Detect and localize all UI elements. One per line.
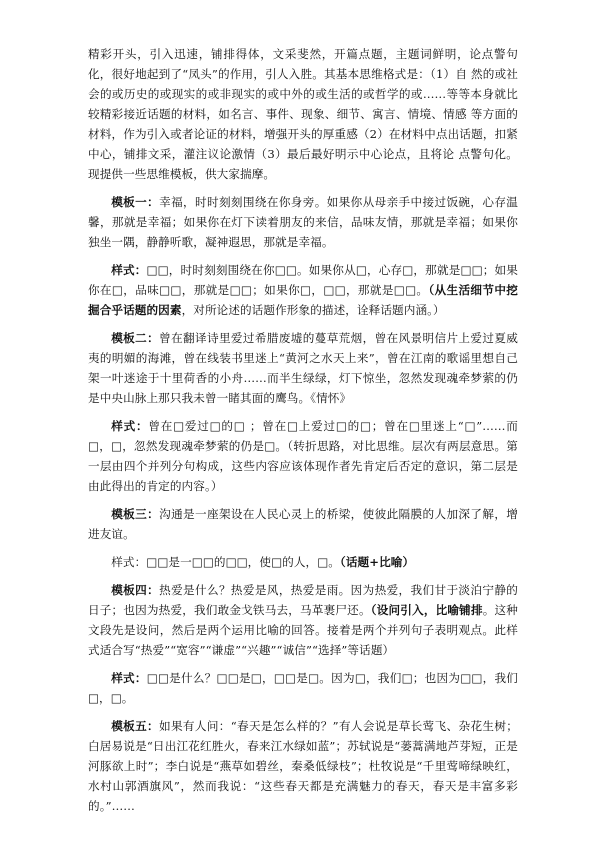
template-five-paragraph	[88, 716, 518, 816]
style-one-tail: ，对所论述的话题作形象的描述，诠释话题内涵。）	[181, 303, 445, 317]
template-three-text: 沟通是一座架设在人民心灵上的桥梁，使彼此隔膜的人加深了解，增进友谊。	[88, 507, 518, 541]
style-one-paragraph	[88, 260, 518, 320]
style-three-label: 样式：	[111, 555, 147, 569]
style-four-label: 样式：	[111, 671, 147, 685]
style-two-paragraph	[88, 416, 518, 496]
template-one-text: 幸福，时时刻刻围绕在你身旁。如果你从母亲手中接过饭碗，心存温馨，那就是幸福；如果你在灯下读着朋友的来信，品味友情，那就是幸福；如果你独坐一隅，静静听歌，凝神遐思，那就是幸福。	[88, 195, 518, 249]
template-four-tail: 。这种文段先是设问，然后是两个运用比喻的回答。接着是两个并列句子表明观点。此样式适合写“热爱”“宽容”“谦虚”“兴趣”“诚信”“选择”等话题）	[88, 603, 519, 657]
template-four-text: 热爱是什么？热爱是风，热爱是雨。因为热爱，我们甘于淡泊宁静的日子；也因为热爱，我们敢金戈铁马去，马革裹尸还。	[88, 583, 518, 617]
style-two-text: 曾在□爱过□的□ ；曾在□上爱过□的□；曾在□里迷上“□”……而□，□，忽然发现魂牵梦萦的仍是□。（转折思路，对比思维。层次有两层意思。第一层由四个并列分句构成，这些内容应该体现作者先肯定后否定的意识，第二层是由此得出的肯定的内容。）	[88, 419, 518, 493]
template-two-label: 模板二：	[111, 331, 160, 345]
document-page	[88, 44, 518, 816]
template-four-paragraph	[88, 580, 518, 660]
template-three-paragraph	[88, 504, 518, 544]
style-three-text: □□是一□□的□□，使□的人，□。	[146, 555, 340, 569]
template-two-paragraph	[88, 328, 518, 408]
template-five-label: 模板五：	[111, 719, 160, 733]
template-four-label: 模板四：	[111, 583, 160, 597]
intro-paragraph: 精彩开头，引入迅速，铺排得体，文采斐然，开篇点题，主题词鲜明，论点警句化，很好地起到了“凤头”的作用，引人入胜。其基本思维格式是：（1）自 然的或社会的或历史的或现实的或非现实的或中外的或生活的或哲学的或……等等本身就比较精彩接近话题的材料，如名言、事件、现象、细节、寓言、情境、情感 等方面的材料，作为引入或者论证的材料，增强开头的厚重感（2）在材料中点出话题，扣紧中心，铺排文采，灌注议论激情（3）最后最好明示中心论点，且将论 点警句化。现提供一些思维模板，供大家揣摩。	[88, 47, 518, 181]
template-three-label: 模板三：	[111, 507, 160, 521]
style-one-label: 样式：	[111, 263, 147, 277]
style-two-label: 样式：	[111, 419, 149, 433]
style-three-note: （话题+比喻）	[339, 555, 415, 569]
template-five-text: 如果有人问：“春天是怎么样的？”有人会说是草长莺飞、杂花生树；白居易说是“日出江花红胜火，春来江水绿如蓝”；苏轼说是“蒌蒿满地芦芽短，正是河豚欲上时”；李白说是“燕草如碧丝，秦桑低绿枝”；杜牧说是“千里莺啼绿映红，水村山郭酒旗风”，然而我说：“这些春天都是充满魅力的春天，春天是丰富多彩的。”……	[88, 719, 518, 813]
template-four-note: （设问引入，比喻铺排	[370, 603, 483, 617]
style-three-paragraph	[88, 552, 518, 572]
template-two-text: 曾在翻译诗里爱过希腊废墟的蔓草荒烟，曾在风景明信片上爱过夏威夷的明媚的海滩，曾在线装书里迷上“黄河之水天上来”，曾在江南的歌谣里想自己架一叶迷途于十里荷香的小舟……而半生绿绿，灯下惊坐，忽然发现魂牵梦萦的仍是中央山脉上那只我未曾一睹其面的鹰鸟。《情怀》	[88, 331, 518, 405]
template-one-paragraph	[88, 192, 518, 252]
style-one-text: □□，时时刻刻围绕在你□□。如果你从□，心存□，那就是□□；如果你在□，品味□□，那就是□□；如果你□，□□，那就是□□。	[88, 263, 518, 297]
style-one-note: （从生活细节中挖掘合乎话题的因素	[88, 283, 518, 317]
template-one-label: 模板一：	[111, 195, 160, 209]
style-four-text: □□是什么？□□是□，□□是□。因为□，我们□；也因为□□，我们□，□。	[88, 671, 518, 705]
style-four-paragraph	[88, 668, 518, 708]
